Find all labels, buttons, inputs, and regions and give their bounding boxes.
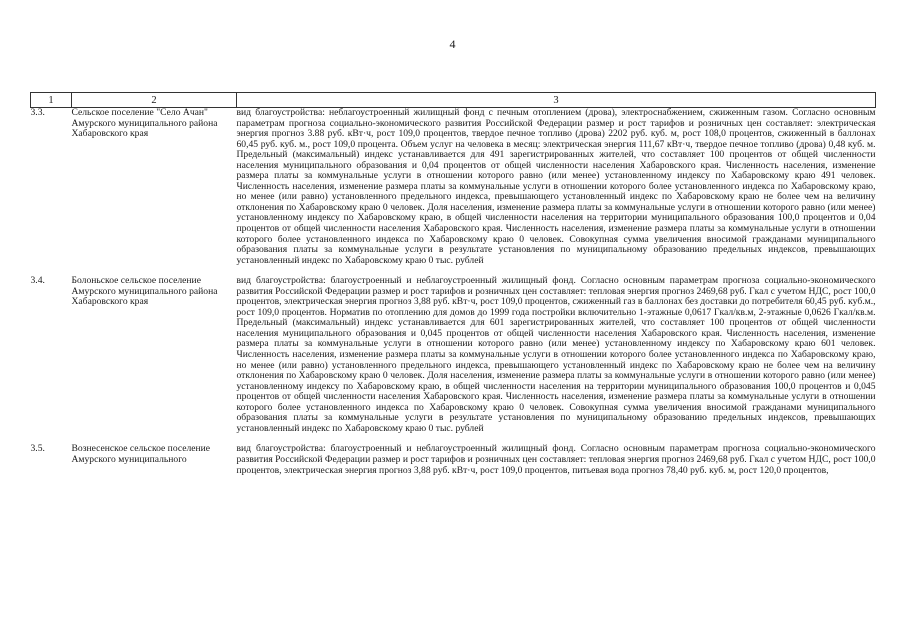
page-number: 4: [449, 37, 456, 51]
column-header-1: 1: [31, 93, 72, 108]
row-description: вид благоустройства: неблагоустроенный жилищный фонд с печным отоплением (дрова), электроснабжением, сжиженным газом. Согласно основным параметрам прогноза социально-экономического развития Российской Федерации размер и рост тарифов и розничных цен составляет: электрическая энергия прогноз 3.88 руб. кВт·ч, рост 109,0 процентов, твердое печное топливо (дрова) 2202 руб. куб. м, рост 108,0 процентов, сжиженный в баллонах 60,45 руб. куб. м., рост 109,0 процента. Объем услуг на человека в месяц: электрическая энергия 111,67 кВт·ч, твердое печное топливо (дрова) 0,48 куб. м. Предельный (максимальный) индекс устанавливается для 491 зарегистрированных жителей, что составляет 100 процентов от общей численности населения муниципального образования и 0,04 процентов от общей численности населения Хабаровского края. Численность населения, изменение размера платы за коммунальные услуги в отношении которого равно (или менее) установленному индексу по Хабаровскому краю 491 человек. Численность населения, изменение размера платы за коммунальные услуги в отношении которого более установленного индекса по Хабаровскому краю, но менее (или равно) установленного предельного индекса, превышающего установленный индекс по Хабаровскому краю не более чем на величину отклонения по Хабаровскому краю 0 человек. Доля населения, изменение размера платы за коммунальные услуги в отношении которого равно (или менее) установленному индексу по Хабаровскому краю, в общей численности населения на территории муниципального образования 100,0 процентов и 0,04 процентов от общей численности населения Хабаровского края. Численность населения, изменение размера платы за коммунальные услуги в отношении которого более установленного индекса по Хабаровскому краю 0 человек. Совокупная сумма увеличения вносимой гражданами муниципального образования платы за коммунальные услуги в результате установления по муниципальному образованию предельных индексов, превышающих установленный индекс по Хабаровскому краю 0 тыс. рублей: [236, 107, 876, 266]
row-number: 3.5.: [30, 443, 45, 455]
table-row: [31, 108, 876, 267]
municipality-name: Вознесенское сельское поселение Амурского муниципального: [71, 443, 211, 465]
row-description: вид благоустройства: благоустроенный и неблагоустроенный жилищный фонд. Согласно основным параметрам прогноза социально-экономического развития Российской Федерации размер и рост тарифов и розничных цен составляет: тепловая энергия прогноз 2469,68 руб. Гкал с учетом НДС, рост 100,0 процентов, электрическая энергия прогноз 3,88 руб. кВт·ч, рост 109,0 процентов, сжиженный газ в баллонах без доставки до потребителя 60,45 руб. куб.м., рост 109,0 процентов. Норматив по отоплению для домов до 1999 года постройки включительно 1-этажные 0,0617 Гкал/кв.м, 2-этажные 0,0626 Гкал/кв.м. Предельный (максимальный) индекс устанавливается для 601 зарегистрированных жителей, что составляет 100 процентов от общей численности населения муниципального образования и 0,045 процентов от общей численности населения Хабаровского края. Численность населения, изменение размера платы за коммунальные услуги в отношении которого равно (или менее) установленному индексу по Хабаровскому краю 601 человек. Численность населения, изменение размера платы за коммунальные услуги в отношении которого более установленного индекса по Хабаровскому краю, но менее (или равно) установленного предельного индекса, превышающего установленный индекс по Хабаровскому краю не более чем на величину отклонения по Хабаровскому краю 0 человек. Доля населения, изменение размера платы за коммунальные услуги в отношении которого равно (или менее) установленному индексу по Хабаровскому краю, в общей численности населения на территории муниципального образования 100,0 процентов и 0,045 процентов от общей численности населения Хабаровского края. Численность населения, изменение размера платы за коммунальные услуги в отношении которого более установленного индекса по Хабаровскому краю 0 человек. Совокупная сумма увеличения вносимой гражданами муниципального образования платы за коммунальные услуги в результате установления по муниципальному образованию предельных индексов, превышающих установленный индекс по Хабаровскому краю 0 тыс. рублей: [236, 275, 876, 434]
column-header-3: 3: [237, 93, 876, 108]
table-row: [31, 266, 876, 434]
row-number: 3.3.: [30, 107, 45, 118]
row-description: вид благоустройства: благоустроенный и неблагоустроенный жилищный фонд. Согласно основным параметрам прогноза социально-экономического развития Российской Федерации размер и рост тарифов и розничных цен составляет: тепловая энергия прогноз 2469,68 руб. Гкал с учетом НДС, рост 100,0 процентов, электрическая энергия прогноз 3,88 руб. кВт·ч, рост 109,0 процентов, питьевая вода прогноз 78,40 руб. куб. м, рост 120,0 процентов,: [236, 443, 876, 476]
tariff-table: [30, 92, 876, 476]
row-number: 3.4.: [30, 275, 45, 287]
table-header-row: [31, 93, 876, 108]
municipality-name: Сельское поселение "Село Ачан" Амурского муниципального района Хабаровского края: [71, 107, 218, 140]
municipality-name: Болоньское сельское поселение Амурского муниципального района Хабаровского края: [71, 275, 218, 308]
table-row: [31, 434, 876, 476]
column-header-2: 2: [72, 93, 237, 108]
